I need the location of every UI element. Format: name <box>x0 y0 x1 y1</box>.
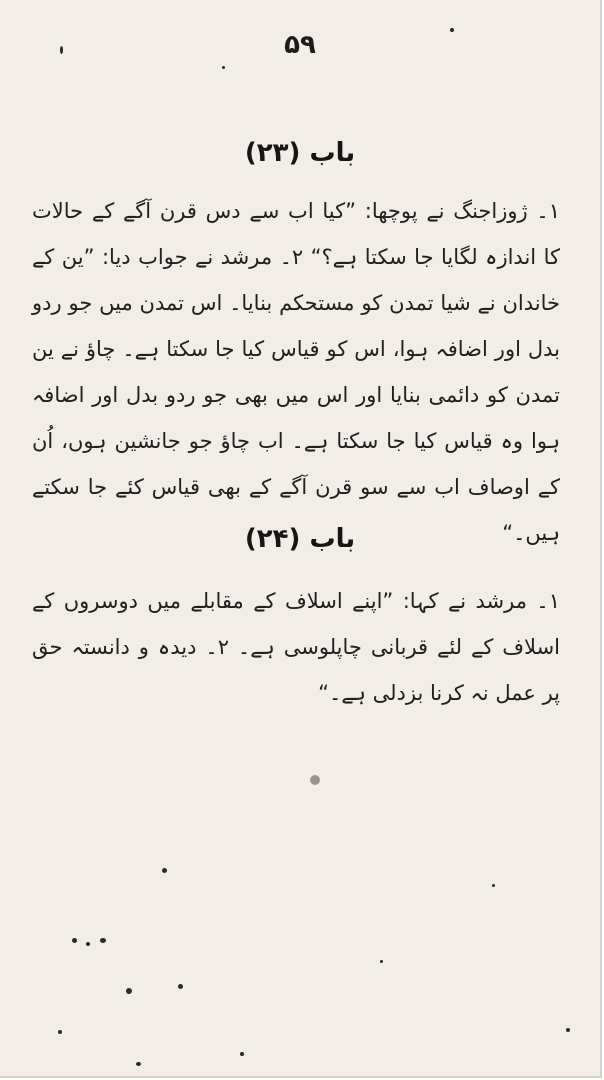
scan-speck <box>222 66 225 69</box>
scan-speck <box>380 960 383 963</box>
scan-speck <box>72 938 77 943</box>
scan-speck <box>60 46 63 54</box>
scan-speck <box>240 1052 244 1056</box>
scan-speck <box>58 1030 62 1034</box>
chapter-24-paragraph: ۱۔ مرشد نے کہا: ”اپنے اسلاف کے مقابلے میں دوسروں کے اسلاف کے لئے قربانی چاپلوسی ہے۔ ۲۔ دیدہ و دانستہ حق پر عمل نہ کرنا بزدلی ہے۔“ <box>32 589 560 705</box>
chapter-heading-23: باب (۲۳) <box>244 138 356 168</box>
scan-speck <box>492 884 495 887</box>
scan-speck <box>450 28 454 32</box>
scan-speck <box>86 942 90 946</box>
scan-speck <box>100 938 106 943</box>
scan-speck <box>126 988 132 994</box>
page-number: ۵۹ <box>284 30 316 60</box>
scan-speck <box>310 775 320 785</box>
scan-speck <box>178 984 183 989</box>
chapter-heading-24: باب (۲۴) <box>244 524 356 554</box>
scan-speck <box>136 1062 141 1066</box>
scan-speck <box>566 1028 570 1032</box>
chapter-23-paragraph: ۱۔ ژوزاجنگ نے پوچھا: ”کیا اب سے دس قرن آگے کے حالات کا اندازہ لگایا جا سکتا ہے؟“ ۲۔ مرشد نے جواب دیا: ”ین کے خاندان نے شیا تمدن کو مستحکم بنایا۔ اس تمدن میں جو ردو بدل اور اضافہ ہوا، اس کو قیاس کیا جا سکتا ہے۔ چاؤ نے ین تمدن کو دائمی بنایا اور اس میں بھی جو ردو بدل اور اضافہ ہوا وہ قیاس کیا جا سکتا ہے۔ اب چاؤ جو جانشین ہوں، اُن کے اوصاف اب سے سو قرن آگے کے بھی قیاس کئے جا سکتے ہیں۔“ <box>32 199 560 545</box>
scan-speck <box>162 868 167 873</box>
